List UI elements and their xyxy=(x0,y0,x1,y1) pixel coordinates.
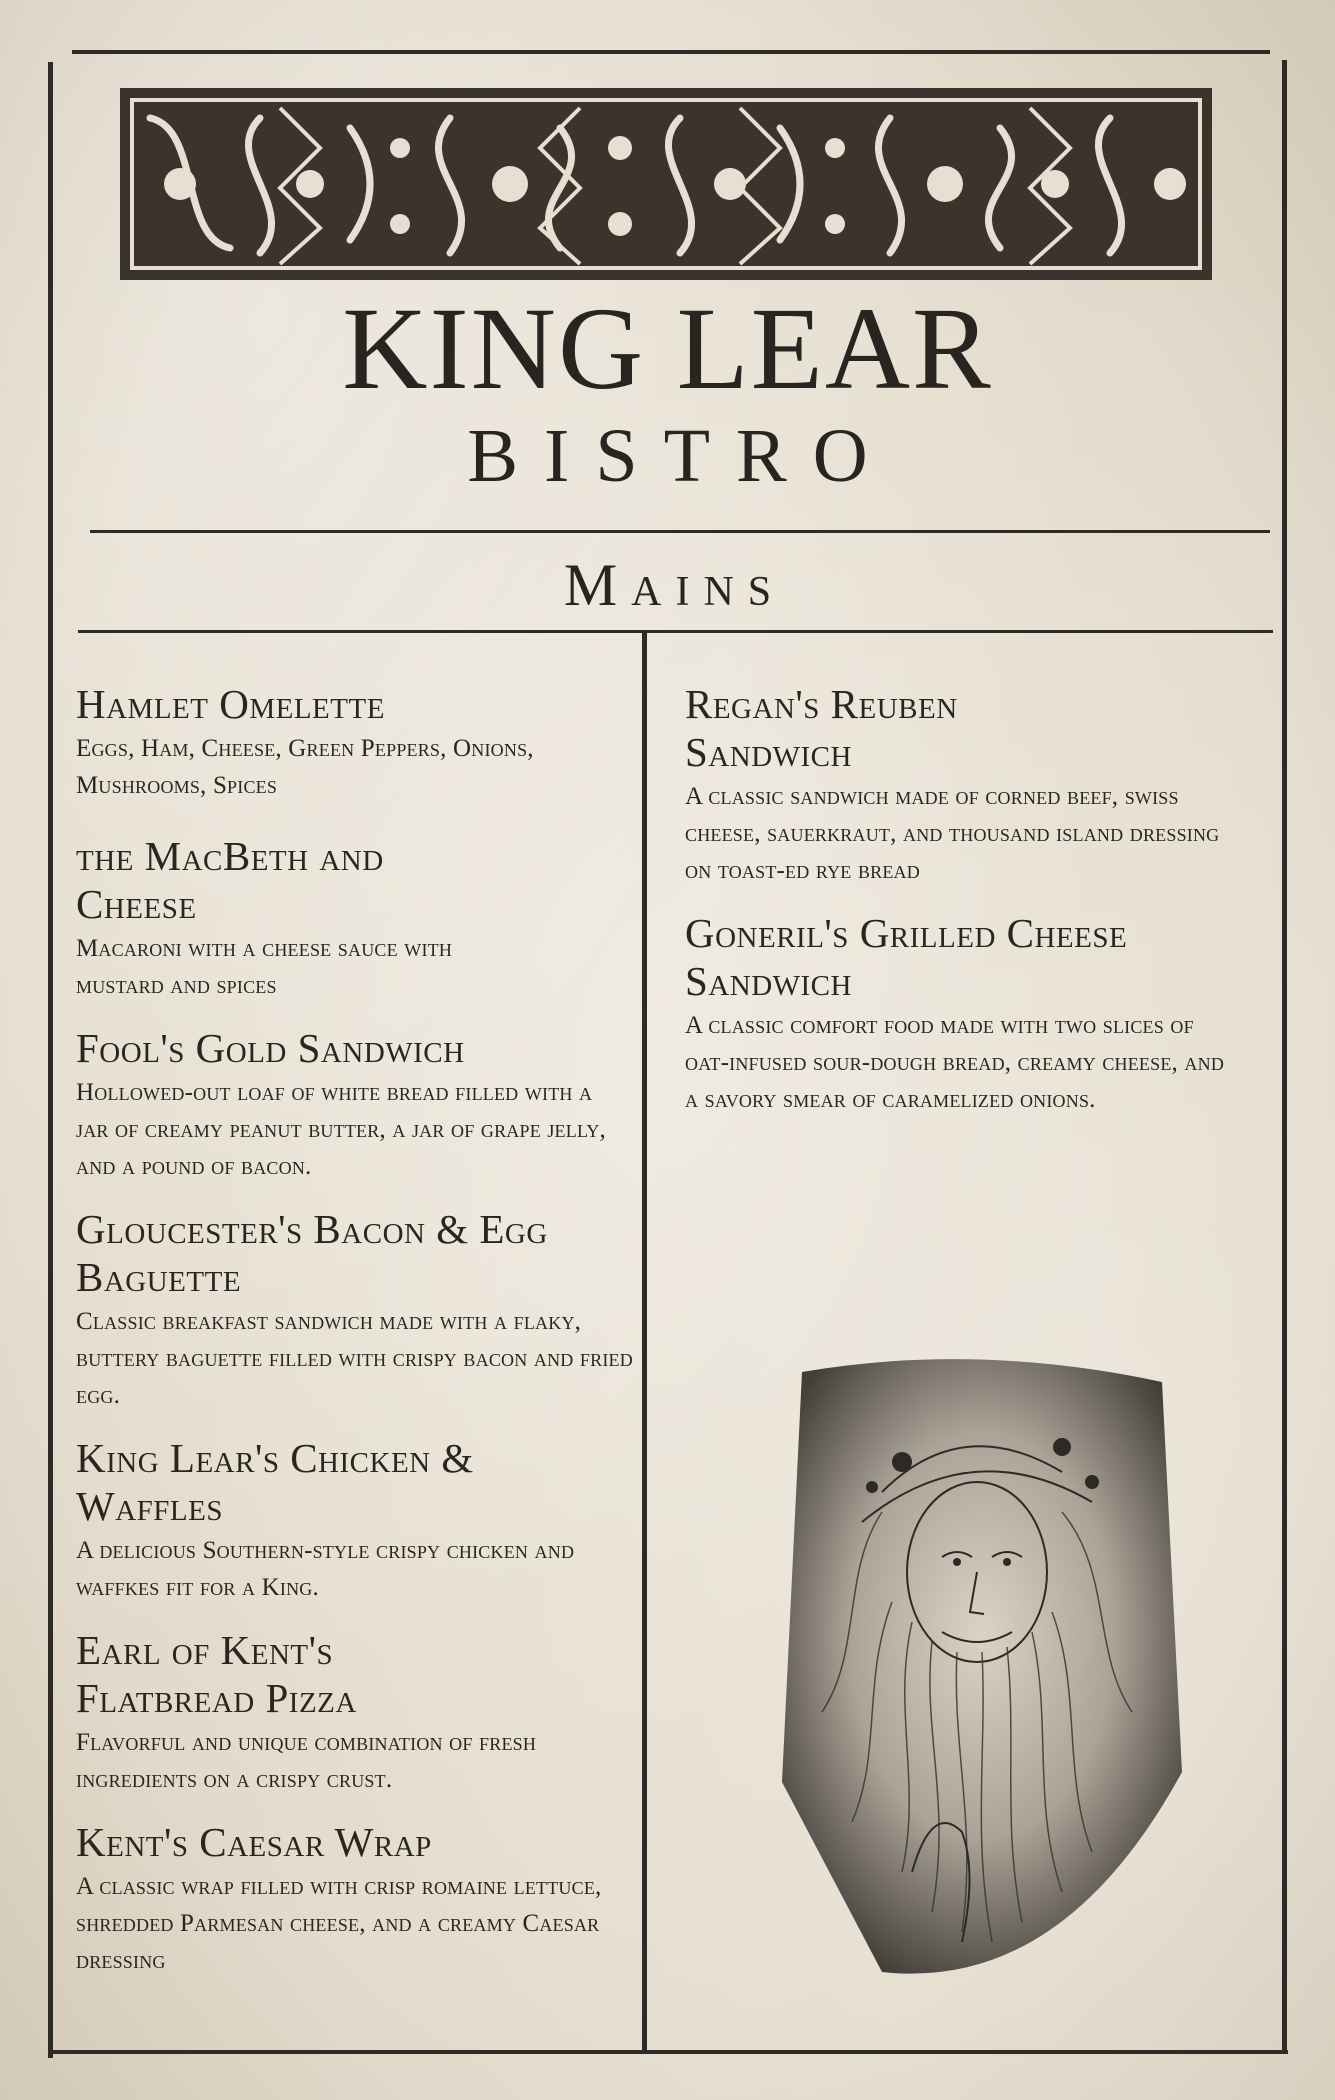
menu-item-name: the MacBeth and Cheese xyxy=(76,833,384,927)
menu-item xyxy=(76,1434,646,1606)
menu-item-description: Hollowed-out loaf of white bread filled with a jar of creamy peanut butter, a jar of grape jelly, and a pound of bacon. xyxy=(76,1079,606,1180)
menu-item xyxy=(76,1818,646,1979)
menu-item-description: Classic breakfast sandwich made with a flaky, buttery baguette filled with crispy bacon and fried egg. xyxy=(76,1308,633,1409)
menu-item-description: Flavorful and unique combination of fresh ingredients on a crispy crust. xyxy=(76,1729,537,1793)
menu-item-name: Fool's Gold Sandwich xyxy=(76,1025,465,1071)
menu-item-name: Hamlet Omelette xyxy=(76,681,385,727)
restaurant-name: KING LEAR xyxy=(342,283,993,414)
king-lear-portrait-image xyxy=(762,1352,1190,1984)
menu-item-name: Goneril's Grilled Cheese Sandwich xyxy=(685,910,1128,1004)
section-title: Mains xyxy=(563,552,786,618)
frame-top-rule xyxy=(72,50,1270,54)
menu-item xyxy=(76,1626,646,1798)
menu-column-right xyxy=(685,680,1230,1138)
menu-item xyxy=(685,680,1230,889)
menu-item-description: A classic comfort food made with two slices of oat-infused sour-dough bread, creamy cheese, and a savory smear of caramelized onions. xyxy=(685,1012,1225,1113)
frame-bottom-rule xyxy=(48,2050,1288,2054)
menu-item xyxy=(685,909,1230,1118)
menu-column-left xyxy=(76,680,646,1999)
menu-item-description: A classic wrap filled with crisp romaine lettuce, shredded Parmesan cheese, and a creamy Caesar dressing xyxy=(76,1873,602,1974)
menu-item-name: Regan's Reuben Sandwich xyxy=(685,681,958,775)
section-bottom-rule xyxy=(78,630,1273,633)
menu-item-name: Earl of Kent's Flatbread Pizza xyxy=(76,1627,357,1721)
menu-item-description: Eggs, Ham, Cheese, Green Peppers, Onions, Mushrooms, Spices xyxy=(76,735,534,799)
menu-item-name: King Lear's Chicken & Waffles xyxy=(76,1435,474,1529)
section-top-rule xyxy=(90,530,1270,533)
menu-item xyxy=(76,680,646,804)
menu-item-description: A delicious Southern-style crispy chicken and waffkes fit for a King. xyxy=(76,1537,575,1601)
menu-item-description: A classic sandwich made of corned beef, swiss cheese, sauerkraut, and thousand island dressing on toast-ed rye bread xyxy=(685,783,1220,884)
menu-item xyxy=(76,832,646,1004)
menu-item-description: Macaroni with a cheese sauce with mustard and spices xyxy=(76,935,453,999)
menu-item-name: Gloucester's Bacon & Egg Baguette xyxy=(76,1206,548,1300)
restaurant-subtitle: BISTRO xyxy=(467,414,894,498)
menu-item xyxy=(76,1024,646,1185)
ornamental-border-icon xyxy=(120,88,1212,280)
menu-item xyxy=(76,1205,646,1414)
menu-item-name: Kent's Caesar Wrap xyxy=(76,1819,432,1865)
